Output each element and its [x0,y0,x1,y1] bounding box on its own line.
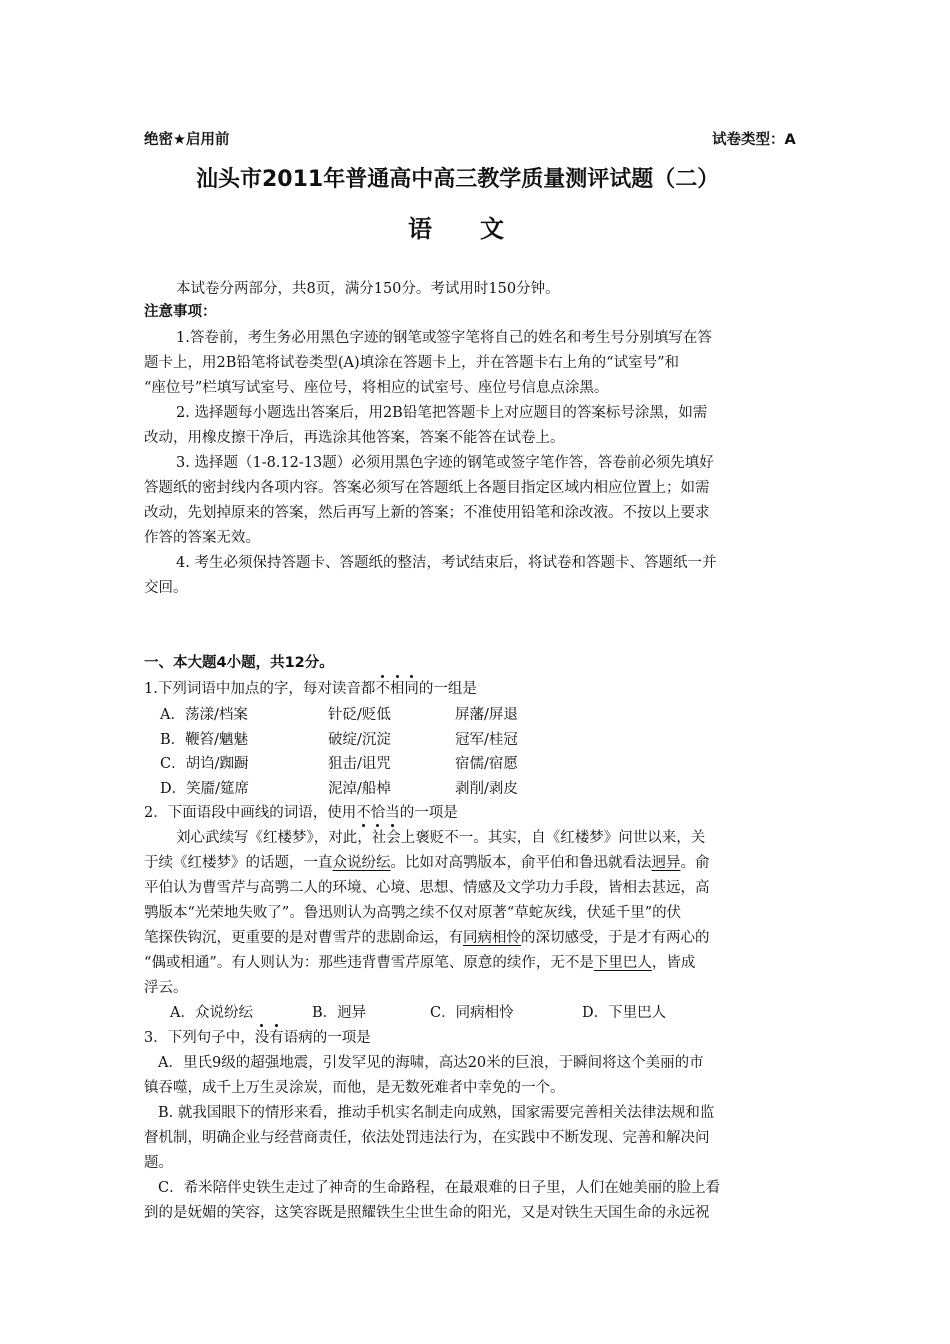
q3-option-line: C．希米陪伴史铁生走过了神奇的生命路程，在最艰难的日子里，人们在她美丽的脸上看 [158,1180,721,1196]
section-heading: 一、本大题4小题，共12分。 [144,655,334,671]
notes-title: 注意事项： [144,304,217,320]
q1-option-a-3: 屏藩/屏退 [455,707,518,723]
secret-label: 绝密★启用前 [144,132,230,148]
question-3-stem [144,1028,371,1048]
stem-text: 的一组是 [418,681,477,697]
q3-option-line: 督机制，明确企业与经营商责任，依法处罚违法行为，在实践中不断发现、完善和解决问 [144,1130,710,1146]
emphasis-word: 不相同 [375,681,419,697]
emphasis-word: 不恰当 [356,805,400,821]
intro-text: 本试卷分两部分，共8页，满分150分。考试用时150分钟。 [176,281,560,297]
underlined-term: 众说纷纭 [332,855,391,871]
stem-text: 的一项是 [399,805,458,821]
q1-option-a-1: A．荡漾/档案 [160,707,248,723]
passage-text: 的深切感受，于是才有两心的 [521,930,710,946]
q2-option-a: A．众说纷纭 [170,1005,253,1021]
q2-passage-line [144,853,710,873]
note-line: 作答的答案无效。 [144,530,260,546]
note-line: 答题纸的密封线内各项内容。答案必须写在答题纸上各题目指定区域内相应位置上；如需 [144,480,710,496]
note-line: 交回。 [144,580,188,596]
question-2-stem [144,803,458,823]
q2-passage-line [144,953,695,973]
q1-option-b-2: 破绽/沉淀 [328,732,391,748]
passage-text: 。比如对高鹗版本，俞平伯和鲁迅就看法 [390,855,652,871]
q2-passage-line: 刘心武续写《红楼梦》，对此，社会上褒贬不一。其实，自《红楼梦》问世以来，关 [176,830,706,846]
q3-option-line: 镇吞噬，成千上万生灵涂炭，而他，是无数死难者中幸免的一个。 [144,1080,565,1096]
q1-option-b-1: B．鞭笞/魑魅 [160,732,249,748]
underlined-term: 下里巴人 [593,955,652,971]
underlined-term: 同病相怜 [463,930,521,946]
subject-title: 语 文 [408,215,504,243]
note-line: 改动，先划掉原来的答案，然后再写上新的答案；不准使用铅笔和涂改液。不按以上要求 [144,505,710,521]
passage-text: ，皆成 [651,955,696,971]
q1-option-d-1: D．笑靥/筵席 [160,781,250,797]
q2-passage-line: 浮云。 [144,980,188,996]
q2-option-d: D．下里巴人 [582,1005,667,1021]
q1-option-c-3: 宿儒/宿愿 [455,756,518,772]
question-1-stem [144,679,477,699]
emphasis-word: 没有 [254,1030,284,1046]
stem-text: 3．下列句子中， [144,1030,255,1046]
note-line: 2. 选择题每小题选出答案后，用2B铅笔把答题卡上对应题目的答案标号涂黑，如需 [176,405,708,421]
note-line: 4. 考生必须保持答题卡、答题纸的整洁，考试结束后，将试卷和答题卡、答题纸一并 [176,555,717,571]
q3-option-line: A．里氏9级的超强地震，引发罕见的海啸，高达20米的巨浪，于瞬间将这个美丽的市 [158,1055,704,1071]
q2-passage-line [144,928,710,948]
q1-option-c-1: C．胡诌/踟蹰 [160,756,249,772]
note-line: 1.答卷前，考生务必用黑色字迹的钢笔或签字笔将自己的姓名和考生号分别填写在答 [176,330,712,346]
passage-text: 笔探佚钩沉，更重要的是对曹雪芹的悲剧命运，有 [144,930,463,946]
note-line: 3. 选择题（1-8.12-13题）必须用黑色字迹的钢笔或签字笔作答，答卷前必须先填好 [176,455,714,471]
passage-text: “偶或相通”。有人则认为：那些违背曹雪芹原笔、原意的续作，无不是 [144,955,594,971]
q2-option-c: C．同病相怜 [430,1005,514,1021]
note-line: 题卡上，用2B铅笔将试卷类型(A)填涂在答题卡上，并在答题卡右上角的“试室号”和 [144,355,679,371]
q1-option-c-2: 狙击/诅咒 [328,756,391,772]
q3-option-line: B. 就我国眼下的情形来看，推动手机实名制走向成熟，国家需要完善相关法律法规和监 [158,1105,715,1121]
note-line: “座位号”栏填写试室号、座位号，将相应的试室号、座位号信息点涂黑。 [144,380,609,396]
stem-text: 2．下面语段中画线的词语，使用 [144,805,357,821]
q2-passage-line: 鹗版本“光荣地失败了”。鲁迅则认为高鹗之续不仅对原著“草蛇灰线，伏延千里”的伏 [144,905,682,921]
q1-option-d-2: 泥淖/船棹 [328,781,391,797]
stem-text: 语病的一项是 [283,1030,371,1046]
paper-type-label: 试卷类型：A [712,132,796,148]
q3-option-line: 到的是妩媚的笑容，这笑容既是照耀铁生尘世生命的阳光，又是对铁生天国生命的永远祝 [144,1205,710,1221]
q1-option-d-3: 剥削/剥皮 [455,781,518,797]
q2-passage-line: 平伯认为曹雪芹与高鹗二人的环境、心境、思想、情感及文学功力手段，皆相去甚远，高 [144,880,710,896]
exam-title: 汕头市2011年普通高中高三教学质量测评试题（二） [196,167,720,192]
q1-option-a-2: 针砭/贬低 [328,707,391,723]
passage-text: 于续《红楼梦》的话题，一直 [144,855,333,871]
stem-text: 1.下列词语中加点的字，每对读音都 [144,681,376,697]
q3-option-line: 题。 [144,1155,173,1171]
underlined-term: 迥异 [651,855,681,871]
q2-option-b: B．迥异 [312,1005,367,1021]
passage-text: 。俞 [680,855,710,871]
q1-option-b-3: 冠军/桂冠 [455,732,518,748]
note-line: 改动，用橡皮擦干净后，再选涂其他答案，答案不能答在试卷上。 [144,430,565,446]
